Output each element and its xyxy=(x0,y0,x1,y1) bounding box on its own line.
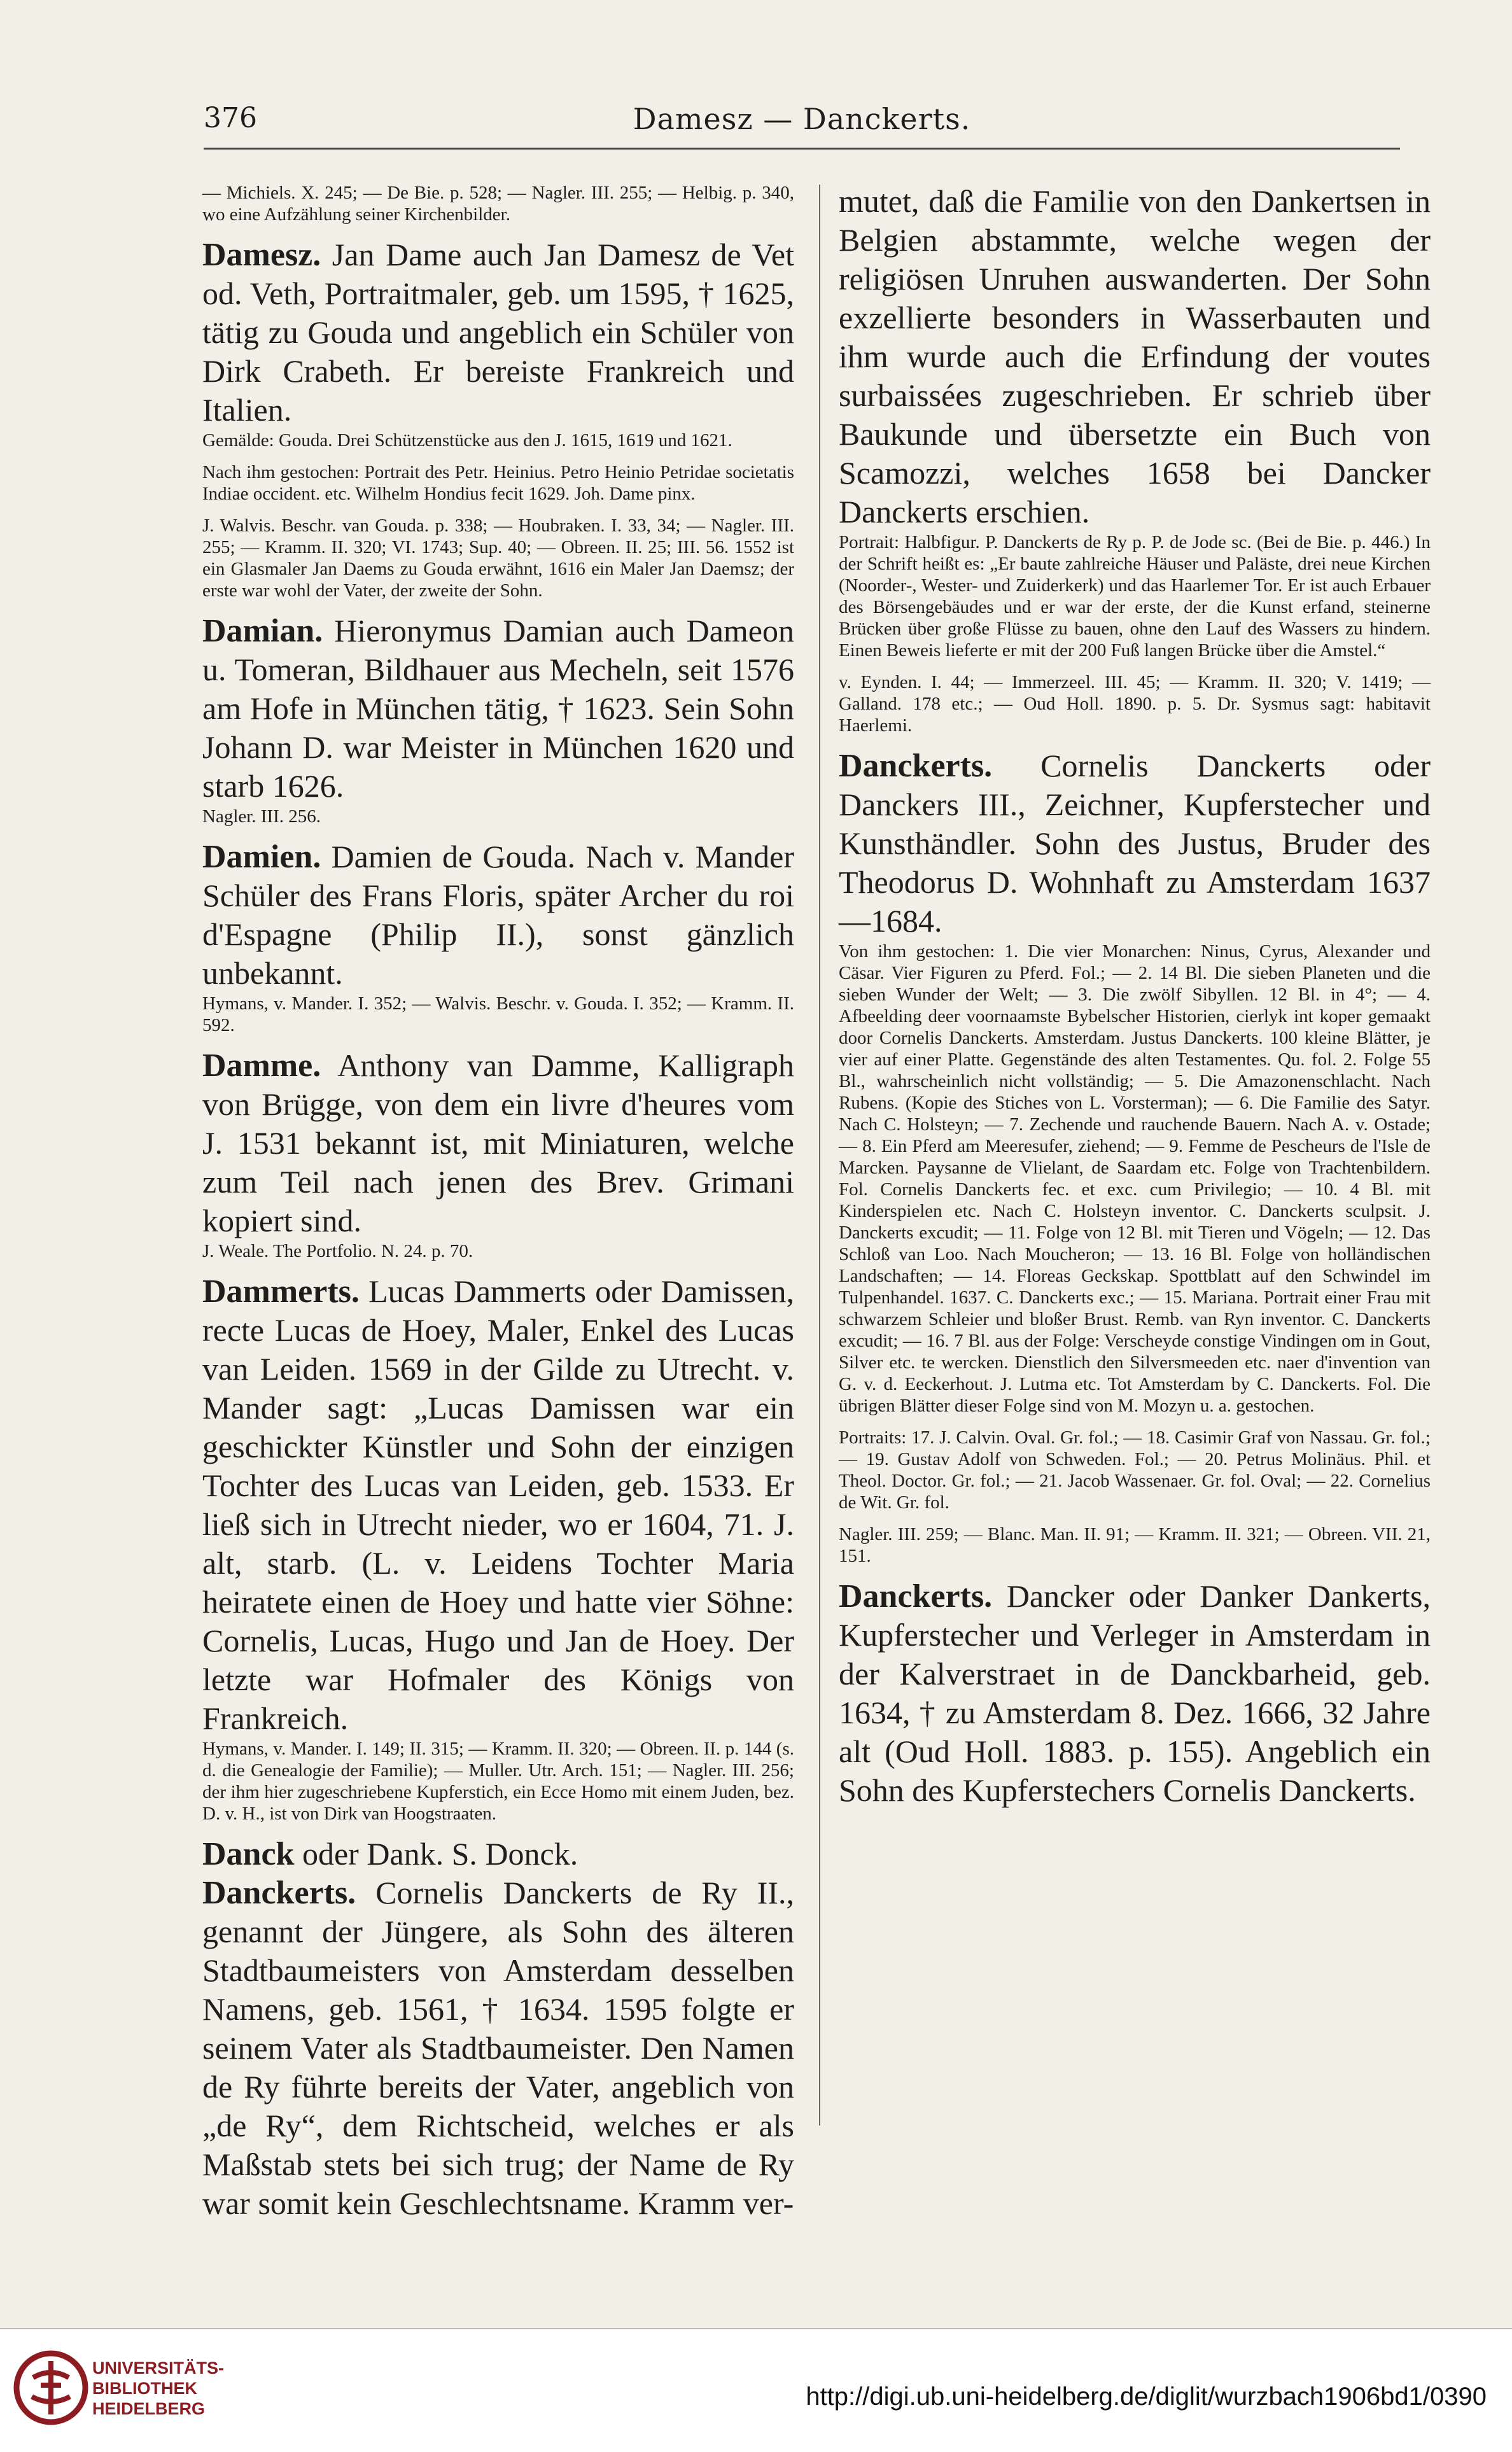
reference-note xyxy=(839,531,1431,661)
note-text: Gemälde: Gouda. Drei Schützenstücke aus den J. 1615, 1619 und 1621. xyxy=(202,430,732,451)
lexicon-entry xyxy=(839,746,1431,941)
left-column xyxy=(202,182,794,2223)
entry-text: Jan Dame auch Jan Damesz de Vet od. Veth, Portraitmaler, geb. um 1595, † 1625, tätig zu Gouda und angeblich ein Schüler von Dirk Crabeth. Er bereiste Frankreich und Italien. xyxy=(202,237,795,428)
entry-headword: Danck xyxy=(202,1836,295,1872)
page-number: 376 xyxy=(204,102,257,134)
note-text: v. Eynden. I. 44; — Immerzeel. III. 45; — Kramm. II. 320; V. 1419; — Galland. 178 etc.; — Oud Holl. 1890. p. 5. Dr. Sysmus sagt: habitavit Haerlemi. xyxy=(839,672,1431,736)
entry-headword: Dammerts. xyxy=(202,1273,360,1310)
lexicon-entry xyxy=(202,1046,794,1240)
entry-text: Cornelis Danckerts oder Danckers III., Zeichner, Kupferstecher und Kunsthändler. Sohn des Justus, Bruder des Theodorus D. Wohnhaft zu Amsterdam 1637—1684. xyxy=(839,748,1431,939)
entry-headword: Damme. xyxy=(202,1047,321,1084)
lexicon-entry xyxy=(839,182,1431,531)
reference-note xyxy=(202,1240,794,1262)
note-text: Von ihm gestochen: 1. Die vier Monarchen: Ninus, Cyrus, Alexander und Cäsar. Vier Figuren zu Pferd. Fol.; — 2. 14 Bl. Die sieben Planeten und die sieben Wunder der Welt; — 3. Die zwölf Sibyllen. 12 Bl. in 4°; — 4. Afbeelding deer voornaamste Bybelscher Historien, cierlyk int koper gemaakt door Cornelis Danckerts. Amsterdam. Justus Danckerts. 100 kleine Blätter, je vier auf einer Platte. Gegenstände des alten Testamentes. Qu. fol. 2. Folge 55 Bl., wahrscheinlich nicht vollständig; — 5. Die Amazonenschlacht. Nach Rubens. (Kopie des Stiches von L. Vorsterman); — 6. Die Familie des Satyr. Nach C. Holsteyn; — 7. Zechende und rauchende Bauern. Nach A. v. Ostade; — 8. Ein Pferd am Meeresufer, ziehend; — 9. Femme de Pescheurs de l'Isle de Marcken. Paysanne de Vlielant, de Saardam etc. Folge von Trachtenbildern. Fol. Cornelis Danckerts fec. et exc. cum Privilegio; — 10. 4 Bl. mit Kinderspielen etc. Nach C. Holsteyn inventor. C. Danckerts sculpsit. J. Danckerts excudit; — 11. Folge von 12 Bl. mit Tieren und Vögeln; — 12. Das Schloß van Loo. Nach Moucheron; — 13. 16 Bl. Folge von holländischen Landschaften; — 14. Floreas Geckskap. Spottblatt auf den Schwindel im Tulpenhandel. 1637. C. Danckerts exc.; — 15. Mariana. Portrait einer Frau mit schwarzem Schleier und bloßer Brust. Remb. van Ryn inventor. C. Danckerts excudit; — 16. 7 Bl. aus der Folge: Verscheyde constige Vindingen om in Gout, Silver etc. te wercken. Dienstlich den Silversmeeden etc. naer d'invention van G. v. d. Eeckerhout. J. Lutma etc. Tot Amsterdam by C. Danckerts. Fol. Die übrigen Blätter dieser Folge sind von M. Mozyn u. a. gestochen. xyxy=(839,941,1431,1416)
note-text: J. Weale. The Portfolio. N. 24. p. 70. xyxy=(202,1241,473,1261)
right-column xyxy=(839,182,1431,1810)
heidelberg-library-logo-icon xyxy=(13,2348,89,2428)
entry-text: Dancker oder Danker Dankerts, Kupferstecher und Verleger in Amsterdam in der Kalverstraet in de Danckbarheid, geb. 1634, † zu Amsterdam 8. Dez. 1666, 32 Jahre alt (Oud Holl. 1883. p. 155). Angeblich ein Sohn des Kupferstechers Cornelis Danckerts. xyxy=(839,1578,1431,1808)
entry-headword: Damian. xyxy=(202,613,323,649)
note-text: Nach ihm gestochen: Portrait des Petr. Heinius. Petro Heinio Petridae societatis Indiae occident. etc. Wilhelm Hondius fecit 1629. Joh. Dame pinx. xyxy=(202,462,794,504)
reference-note xyxy=(202,806,794,827)
note-text: J. Walvis. Beschr. van Gouda. p. 338; — Houbraken. I. 33, 34; — Nagler. III. 255; — Kramm. II. 320; VI. 1743; Sup. 40; — Obreen. II. 25; III. 56. 1552 ist ein Glasmaler Jan Daems zu Gouda erwähnt, 1616 ein Maler Jan Daemsz; der erste war wohl der Vater, der zweite der Sohn. xyxy=(202,515,794,601)
note-text: Hymans, v. Mander. I. 352; — Walvis. Beschr. v. Gouda. I. 352; — Kramm. II. 592. xyxy=(202,993,794,1035)
reference-note xyxy=(202,182,794,225)
entry-headword: Damesz. xyxy=(202,237,321,273)
lexicon-entry xyxy=(202,837,794,993)
entry-headword: Damien. xyxy=(202,839,321,875)
entry-text: Damien de Gouda. Nach v. Mander Schüler des Frans Floris, später Archer du roi d'Espagne (Philip II.), sonst gänzlich unbekannt. xyxy=(202,839,795,991)
reference-note xyxy=(839,941,1431,1417)
entry-text: mutet, daß die Familie von den Dankertsen in Belgien abstammte, welche wegen der religiösen Unruhen auswanderten. Der Sohn exzellierte besonders in Wasserbauten und ihm wurde auch die Erfindung der voutes surbaissées zugeschrieben. Er schrieb über Baukunde und übersetzte ein Buch von Scamozzi, welches 1658 bei Dancker Danckerts erschien. xyxy=(839,183,1431,529)
note-text: — Michiels. X. 245; — De Bie. p. 528; — Nagler. III. 255; — Helbig. p. 340, wo eine Aufzählung seiner Kirchenbilder. xyxy=(202,183,794,225)
entry-text: Anthony van Damme, Kalligraph von Brügge, von dem ein livre d'heures vom J. 1531 bekannt ist, mit Miniaturen, welche zum Teil nach jenen des Brev. Grimani kopiert sind. xyxy=(202,1047,794,1238)
library-name-line-3: HEIDELBERG xyxy=(92,2399,206,2418)
entry-text: Lucas Dammerts oder Damissen, recte Lucas de Hoey, Maler, Enkel des Lucas van Leiden. 1569 in der Gilde zu Utrecht. v. Mander sagt: „Lucas Damissen war ein geschickter Künstler und Sohn der einzigen Tochter des Lucas van Leiden, geb. 1533. Er ließ sich in Utrecht nieder, wo er 1604, 71. J. alt, starb. (L. v. Leidens Tochter Maria heiratete einen de Hoey und hatte vier Söhne: Cornelis, Lucas, Hugo und Jan de Hoey. Der letzte war Hofmaler des Königs von Frankreich. xyxy=(202,1273,795,1736)
page-header xyxy=(204,102,1400,146)
running-head: Damesz — Danckerts. xyxy=(633,102,971,136)
note-text: Portrait: Halbfigur. P. Danckerts de Ry p. P. de Jode sc. (Bei de Bie. p. 446.) In der Schrift heißt es: „Er baute zahlreiche Häuser und Paläste, drei neue Kirchen (Noorder-, Wester- und Zuiderkerk) und das Haarlemer Tor. Er ist auch Erbauer des Börsengebäudes und er war der erste, der die Kunst erfand, steinerne Brücken über große Flüsse zu bauen, ohne den Lauf des Wassers zu hindern. Einen Beweis lieferte er mit der 200 Fuß langen Brücke über die Amstel.“ xyxy=(839,532,1431,661)
library-name xyxy=(92,2358,224,2419)
note-text: Portraits: 17. J. Calvin. Oval. Gr. fol.; — 18. Casimir Graf von Nassau. Gr. fol.; — 19. Gustav Adolf von Schweden. Fol.; — 20. Petrus Molinäus. Phil. et Theol. Doctor. Gr. fol.; — 21. Jacob Wassenaer. Gr. fol. Oval; — 22. Cornelius de Wit. Gr. fol. xyxy=(839,1427,1431,1513)
lexicon-entry xyxy=(202,235,794,430)
header-rule xyxy=(204,148,1400,150)
reference-note xyxy=(839,671,1431,736)
reference-note xyxy=(202,515,794,601)
note-text: Nagler. III. 256. xyxy=(202,806,321,827)
lexicon-entry xyxy=(202,1272,794,1738)
entry-headword: Danckerts. xyxy=(202,1875,356,1911)
lexicon-entry xyxy=(202,612,794,806)
library-name-line-2: BIBLIOTHEK xyxy=(92,2379,197,2398)
note-text: Nagler. III. 259; — Blanc. Man. II. 91; — Kramm. II. 321; — Obreen. VII. 21, 151. xyxy=(839,1524,1431,1566)
reference-note xyxy=(202,461,794,505)
lexicon-entry xyxy=(202,1874,794,2223)
note-text: Hymans, v. Mander. I. 149; II. 315; — Kramm. II. 320; — Obreen. II. p. 144 (s. d. die Genealogie der Familie); — Muller. Utr. Arch. 151; — Nagler. III. 256; der ihm hier zugeschriebene Kupferstich, ein Ecce Homo mit einem Juden, bez. D. v. H., ist von Dirk van Hoogstraaten. xyxy=(202,1739,794,1824)
entry-text: Hieronymus Damian auch Dameon u. Tomeran, Bildhauer aus Mecheln, seit 1576 am Hofe in München tätig, † 1623. Sein Sohn Johann D. war Meister in München 1620 und starb 1626. xyxy=(202,613,794,804)
entry-text: Cornelis Danckerts de Ry II., genannt der Jüngere, als Sohn des älteren Stadtbaumeisters von Amsterdam desselben Namens, geb. 1561, † 1634. 1595 folgte er seinem Vater als Stadtbaumeister. Den Namen de Ry führte bereits der Vater, angeblich von „de Ry“, dem Richtscheid, welches er als Maßstab stets bei sich trug; der Name de Ry war somit kein Geschlechtsname. Kramm ver- xyxy=(202,1875,794,2221)
source-url-link[interactable]: http://digi.ub.uni-heidelberg.de/diglit/wurzbach1906bd1/0390 xyxy=(806,2383,1487,2411)
library-name-line-1: UNIVERSITÄTS- xyxy=(92,2358,225,2378)
reference-note xyxy=(202,1738,794,1825)
lexicon-entry xyxy=(839,1577,1431,1810)
entry-headword: Danckerts. xyxy=(839,1578,993,1615)
reference-note xyxy=(202,430,794,451)
entry-text: oder Dank. S. Donck. xyxy=(302,1836,578,1872)
lexicon-entry xyxy=(202,1835,794,1874)
reference-note xyxy=(202,993,794,1036)
entry-headword: Danckerts. xyxy=(839,748,993,784)
column-divider xyxy=(819,185,820,2126)
reference-note xyxy=(839,1427,1431,1513)
reference-note xyxy=(839,1524,1431,1567)
